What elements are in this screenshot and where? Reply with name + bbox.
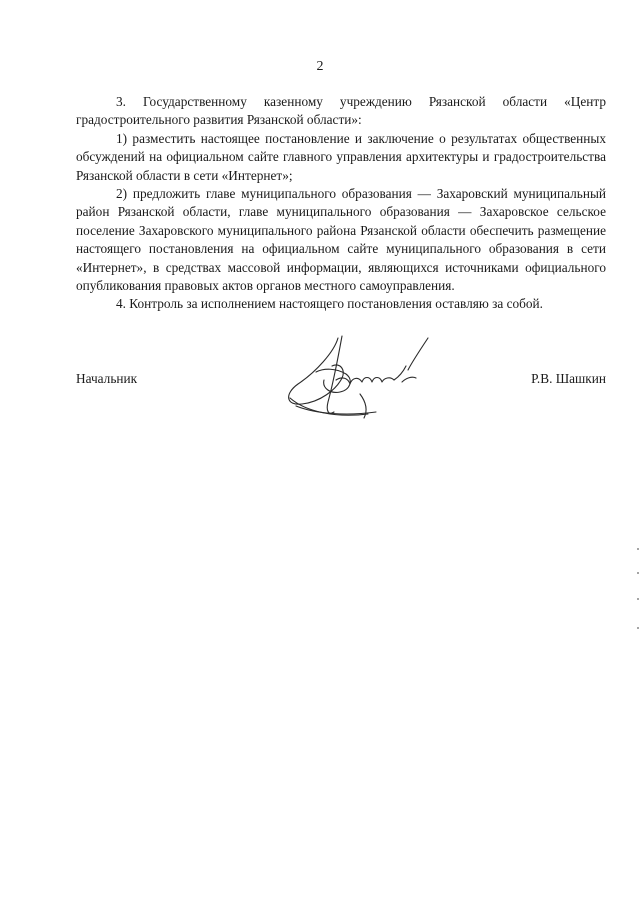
signatory-name: Р.В. Шашкин xyxy=(531,371,606,386)
paragraph-item-3: 3. Государственному казенному учреждению Рязанской области «Центр градостроительного развития Рязанской области»: xyxy=(76,94,606,128)
paragraph-subitem-2: 2) предложить главе муниципального образования — Захаровский муниципальный район Рязанской области, главе муниципального образования — Захаровское сельское поселение Захаровского муниципального района Рязанской области обеспечить размещение настоящего постановления на официальном сайте муниципального образования в сети «Интернет», в средствах массовой информации, являющихся источниками официального опубликования правовых актов органов местного самоуправления. xyxy=(76,186,606,294)
scan-artifact xyxy=(637,598,639,600)
signatory-position: Начальник xyxy=(76,371,138,386)
signature-block xyxy=(76,370,606,390)
scan-artifact xyxy=(637,572,639,574)
scan-artifact xyxy=(637,627,639,629)
paragraph-item-4: 4. Контроль за исполнением настоящего постановления оставляю за собой. xyxy=(116,296,543,312)
page-number: 2 xyxy=(316,59,324,74)
paragraph-subitem-1: 1) разместить настоящее постановление и заключение о результатах общественных обсуждений на официальном сайте главного управления архитектуры и градостроительства Рязанской области в сети «Интернет»; xyxy=(76,130,606,183)
document-body xyxy=(76,93,606,314)
scan-artifact xyxy=(637,548,639,550)
